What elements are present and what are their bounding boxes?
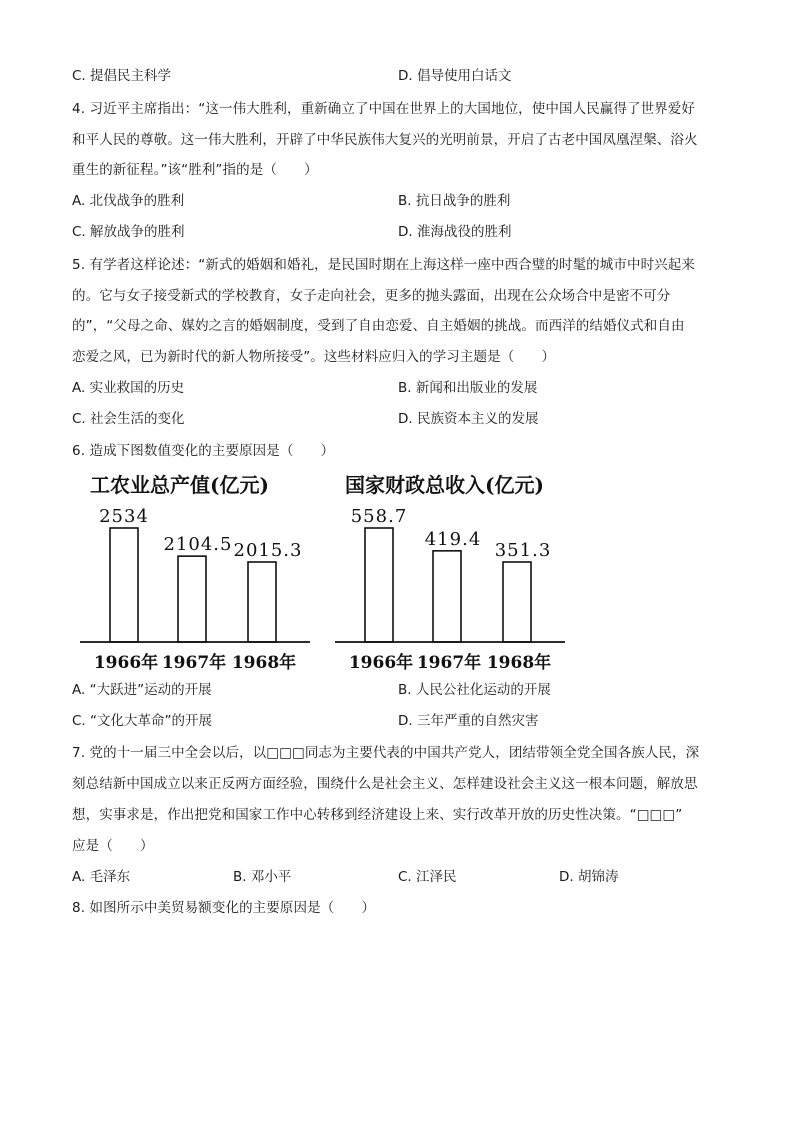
- chart-bar: [248, 562, 276, 642]
- q5-stem-line-1: 5. 有学者这样论述：“新式的婚姻和婚礼，是民国时期在上海这样一座中西合璧的时髦的城市中时兴起来: [72, 257, 695, 273]
- chart-fiscal-revenue: [333, 468, 573, 676]
- q5-option-c: C. 社会生活的变化: [72, 411, 185, 427]
- chart-bar: [178, 556, 206, 642]
- q4-option-c: C. 解放战争的胜利: [72, 224, 185, 240]
- q5-option-b: B. 新闻和出版业的发展: [398, 380, 538, 396]
- q6-stem: 6. 造成下图数值变化的主要原因是（ ）: [72, 443, 335, 459]
- q4-stem-line-3: 重生的新征程。”该“胜利”指的是（ ）: [72, 162, 318, 178]
- chart-x-tick-label: 1966年: [93, 653, 159, 673]
- q5-option-d: D. 民族资本主义的发展: [398, 411, 539, 427]
- q7-stem-line-2: 刻总结新中国成立以来正反两方面经验，围绕什么是社会主义、怎样建设社会主义这一根本问题，解放思: [72, 776, 698, 792]
- chart-value-label: 2104.5: [163, 534, 233, 556]
- chart-output-value-svg: [78, 468, 318, 676]
- q8-stem: 8. 如图所示中美贸易额变化的主要原因是（ ）: [72, 900, 376, 916]
- chart-bar: [110, 528, 138, 642]
- q3-option-d: D. 倡导使用白话文: [398, 68, 512, 84]
- chart-output-value: [78, 468, 318, 676]
- q6-option-a: A. “大跃进”运动的开展: [72, 682, 212, 698]
- q7-option-d: D. 胡锦涛: [559, 869, 619, 885]
- chart-bar: [365, 528, 393, 642]
- chart-title: 工农业总产值(亿元): [90, 473, 269, 497]
- chart-bar: [433, 551, 461, 642]
- q7-stem-line-1: 7. 党的十一届三中全会以后，以□□□同志为主要代表的中国共产党人，团结带领全党全国各族人民，深: [72, 745, 700, 761]
- chart-x-tick-label: 1966年: [348, 653, 414, 673]
- chart-x-tick-label: 1968年: [486, 653, 552, 673]
- q4-option-d: D. 淮海战役的胜利: [398, 224, 512, 240]
- q5-stem-line-4: 恋爱之风，已为新时代的新人物所接受”。这些材料应归入的学习主题是（ ）: [72, 349, 556, 365]
- q5-stem-line-2: 的。它与女子接受新式的学校教育，女子走向社会，更多的抛头露面，出现在公众场合中是密不可分: [72, 288, 671, 304]
- q5-option-a: A. 实业救国的历史: [72, 380, 185, 396]
- q4-stem-line-2: 和平人民的尊敬。这一伟大胜利，开辟了中华民族伟大复兴的光明前景，开启了古老中国凤凰涅槃、浴火: [72, 132, 698, 148]
- chart-bar: [503, 562, 531, 642]
- chart-value-label: 558.7: [350, 506, 408, 527]
- q6-option-d: D. 三年严重的自然灾害: [398, 713, 539, 729]
- q4-stem-line-1: 4. 习近平主席指出：“这一伟大胜利，重新确立了中国在世界上的大国地位，使中国人民赢得了世界爱好: [72, 101, 695, 117]
- chart-value-label: 2015.3: [233, 540, 303, 561]
- chart-value-label: 419.4: [424, 528, 482, 550]
- q4-option-b: B. 抗日战争的胜利: [398, 193, 511, 209]
- chart-x-tick-label: 1967年: [416, 653, 482, 673]
- chart-value-label: 351.3: [494, 540, 552, 561]
- q7-option-c: C. 江泽民: [398, 869, 457, 885]
- q4-option-a: A. 北伐战争的胜利: [72, 193, 185, 209]
- q5-stem-line-3: 的”，“父母之命、媒妁之言的婚姻制度，受到了自由恋爱、自主婚姻的挑战。而西洋的结婚仪式和自由: [72, 318, 685, 334]
- chart-value-label: 2534: [99, 506, 149, 527]
- q7-option-a: A. 毛泽东: [72, 869, 131, 885]
- q6-option-c: C. “文化大革命”的开展: [72, 713, 212, 729]
- chart-x-tick-label: 1967年: [161, 653, 227, 673]
- chart-x-tick-label: 1968年: [231, 653, 297, 673]
- chart-fiscal-revenue-svg: [333, 468, 573, 676]
- chart-title: 国家财政总收入(亿元): [345, 473, 544, 497]
- q7-option-b: B. 邓小平: [233, 869, 292, 885]
- q7-stem-line-3: 想，实事求是，作出把党和国家工作中心转移到经济建设上来、实行改革开放的历史性决策。“□□□”: [72, 807, 683, 823]
- q6-option-b: B. 人民公社化运动的开展: [398, 682, 551, 698]
- q7-stem-line-4: 应是（ ）: [72, 838, 154, 854]
- q3-option-c: C. 提倡民主科学: [72, 68, 172, 84]
